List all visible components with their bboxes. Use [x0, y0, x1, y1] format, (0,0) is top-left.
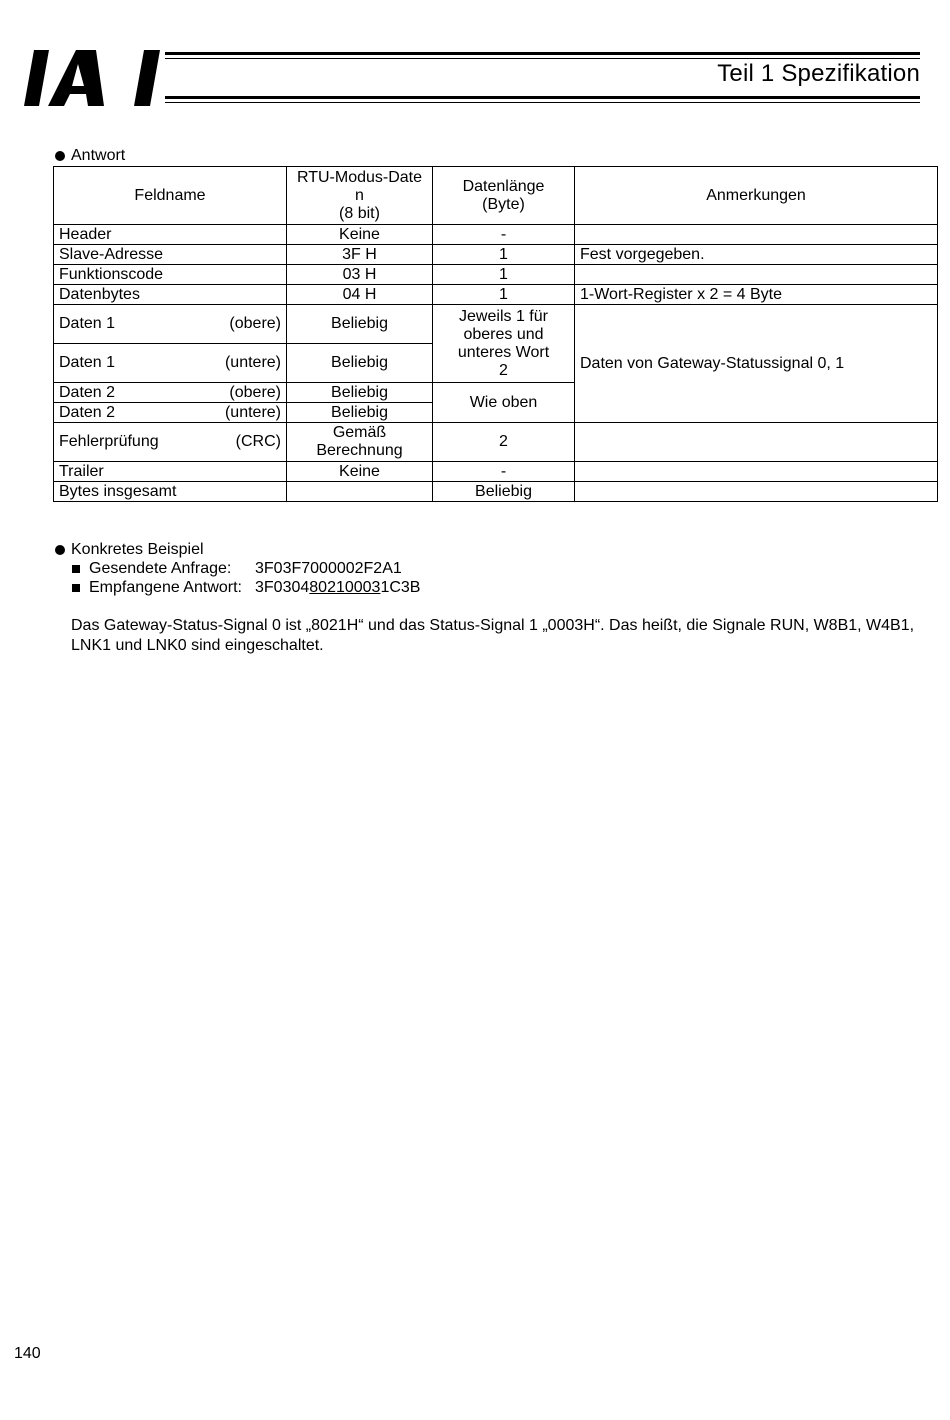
table-row: Daten 2 (untere) Beliebig	[54, 403, 938, 423]
table-row: Header Keine -	[54, 225, 938, 245]
bullet-dot-icon	[55, 151, 65, 161]
example-heading	[55, 541, 204, 559]
table-row: Daten 1 (untere) Beliebig	[54, 344, 938, 383]
table-row: Daten 2 (obere) Beliebig Wie oben	[54, 383, 938, 403]
received-response-line: Empfangene Antwort: 3F0304802100031C3B	[72, 579, 420, 597]
col-anmerkungen: Anmerkungen	[575, 167, 938, 225]
bullet-square-icon	[72, 565, 80, 573]
table-row: Trailer Keine -	[54, 462, 938, 482]
table-row: Funktionscode 03 H 1	[54, 265, 938, 285]
table-row: Fehlerprüfung (CRC) Gemäß Berechnung 2	[54, 423, 938, 462]
col-rtu: RTU-Modus-Date n (8 bit)	[287, 167, 433, 225]
d1-length-cell: Jeweils 1 für oberes und unteres Wort 2	[433, 305, 575, 383]
table-row: Bytes insgesamt Beliebig	[54, 482, 938, 502]
antwort-heading	[55, 147, 125, 165]
data-note-cell: Daten von Gateway-Statussignal 0, 1	[575, 305, 938, 423]
received-response-value: 3F0304802100031C3B	[255, 579, 421, 596]
bullet-square-icon	[72, 584, 80, 592]
bullet-dot-icon	[55, 545, 65, 555]
sent-request-value: 3F03F7000002F2A1	[255, 560, 402, 577]
sent-request-line: Gesendete Anfrage: 3F03F7000002F2A1	[72, 560, 402, 578]
table-row: Datenbytes 04 H 1 1-Wort-Register x 2 = 4 Byte	[54, 285, 938, 305]
iai-logo	[24, 50, 160, 106]
col-feldname: Feldname	[54, 167, 287, 225]
example-explanation: Das Gateway-Status-Signal 0 ist „8021H“ und das Status-Signal 1 „0003H“. Das heißt, die Signale RUN, W8B1, W4B1, LNK1 und LNK0 sind eingeschaltet.	[71, 617, 915, 654]
table-header-row	[54, 167, 938, 225]
page-number: 140	[14, 1345, 41, 1362]
page-title: Teil 1 Spezifikation	[717, 60, 920, 87]
table-row: Slave-Adresse 3F H 1 Fest vorgegeben.	[54, 245, 938, 265]
table-row: Daten 1 (obere) Beliebig Jeweils 1 für oberes und unteres Wort 2 Daten von Gateway-Statussignal 0, 1	[54, 305, 938, 344]
col-datenlaenge: Datenlänge (Byte)	[433, 167, 575, 225]
antwort-label: Antwort	[71, 147, 126, 164]
example-label: Konkretes Beispiel	[71, 541, 204, 558]
response-table	[53, 166, 938, 502]
